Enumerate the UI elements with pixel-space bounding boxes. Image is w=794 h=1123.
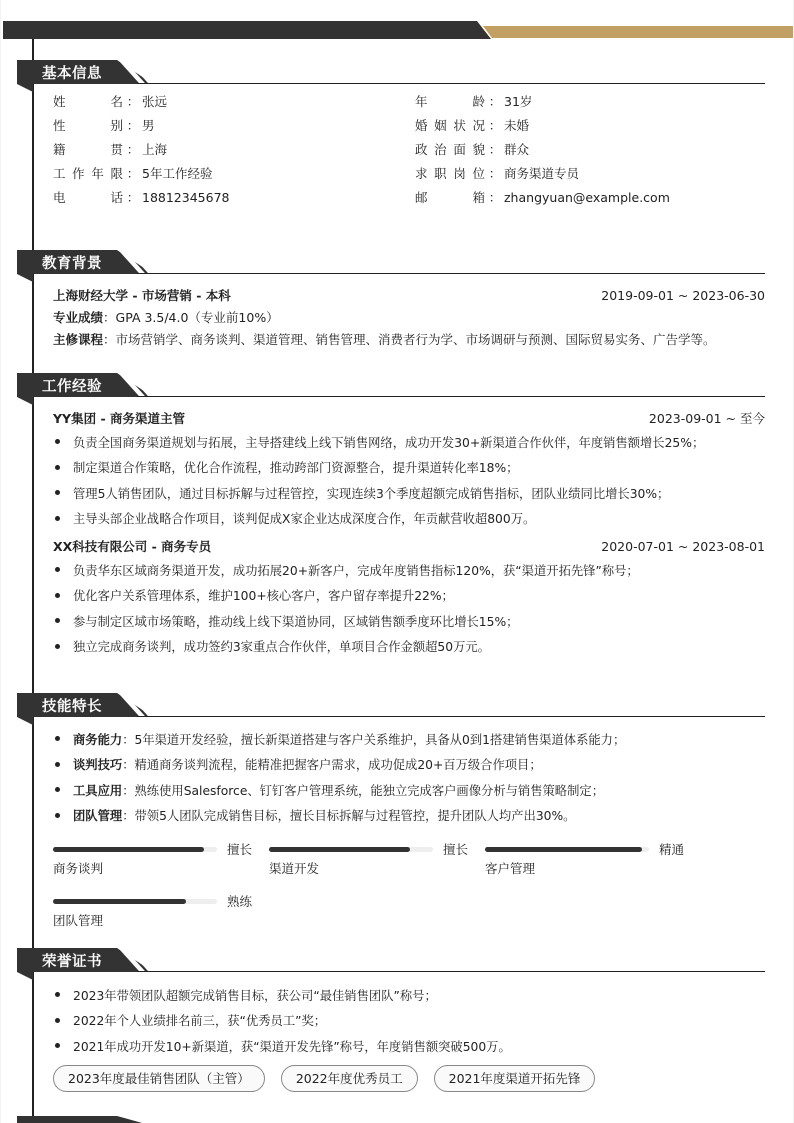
- skill-bar: [485, 840, 701, 884]
- honor-badge: 2022年度优秀员工: [281, 1065, 418, 1092]
- skill-bars: [53, 840, 765, 936]
- skill-fill: [53, 847, 204, 852]
- info-row: [415, 139, 765, 159]
- fold-decoration: [17, 717, 33, 725]
- top-banner-gold: [483, 26, 793, 38]
- info-row: [53, 139, 415, 159]
- label-char: 姻: [434, 118, 447, 133]
- label-char: 别: [110, 118, 123, 133]
- info-label: [53, 116, 123, 134]
- section-honors: [17, 948, 765, 1092]
- skill-text: ：熟练使用Salesforce、钉钉客户管理系统，能独立完成客户画像分析与销售策略制定；: [122, 783, 604, 798]
- job-title: XX科技有限公司 - 商务专员: [53, 539, 212, 554]
- skill-bar: [269, 840, 485, 884]
- info-value: 张远: [142, 94, 168, 109]
- honor-item: 2023年带领团队超额完成销售目标，获公司“最佳销售团队”称号；: [53, 982, 765, 1008]
- bullet-item: 主导头部企业战略合作项目，谈判促成X家企业达成深度合作，年贡献营收超800万。: [53, 506, 765, 532]
- label-char: 话: [110, 190, 123, 205]
- skill-label: 谈判技巧: [73, 758, 123, 773]
- skill-fill: [269, 847, 410, 852]
- colon: ：: [126, 118, 140, 133]
- section-rule: [137, 716, 765, 717]
- skill-level: 擅长: [443, 842, 469, 857]
- school-major-degree: 上海财经大学 - 市场营销 - 本科: [53, 288, 231, 303]
- bullet-item: 制定渠道合作策略，优化合作流程，推动跨部门资源整合，提升渠道转化率18%；: [53, 455, 765, 481]
- info-value: 18812345678: [142, 189, 230, 205]
- label-char: 贯: [110, 142, 123, 157]
- label-char: 箱: [472, 190, 485, 205]
- skill-item: [53, 803, 765, 829]
- colon: ：: [126, 166, 140, 181]
- next-section-tab: [17, 1116, 153, 1123]
- info-label: [53, 164, 123, 182]
- info-value: 上海: [142, 142, 168, 157]
- bullet-item: 负责全国商务渠道规划与拓展，主导搭建线上线下销售网络，成功开发30+新渠道合作伙伴，年度销售额增长25%；: [53, 429, 765, 455]
- bullet-item: 独立完成商务谈判，成功签约3家重点合作伙伴，单项目合作金额超50万元。: [53, 634, 765, 660]
- job-bullets: [53, 429, 765, 531]
- label-char: 职: [434, 166, 447, 181]
- label-char: 政: [415, 142, 428, 157]
- label-char: 求: [415, 166, 428, 181]
- courses-line: [53, 328, 765, 350]
- fold-decoration: [17, 84, 33, 92]
- skill-label: 商务能力: [73, 732, 123, 747]
- section-title: 基本信息: [42, 66, 102, 82]
- gpa-value: ：GPA 3.5/4.0（专业前10%）: [103, 310, 279, 325]
- section-work-experience: [17, 373, 765, 659]
- job-dates: 2023-09-01 ~ 至今: [648, 411, 765, 426]
- top-banner-dark: [3, 21, 491, 39]
- honor-item: 2022年个人业绩排名前三，获“优秀员工”奖；: [53, 1008, 765, 1034]
- colon: ：: [488, 94, 502, 109]
- skill-bar: [53, 840, 269, 884]
- skill-level: 擅长: [227, 842, 253, 857]
- basic-info-grid: [53, 91, 765, 207]
- label-char: 婚: [415, 118, 428, 133]
- honor-badges: [53, 1065, 765, 1092]
- info-label: [53, 188, 123, 206]
- label-char: 面: [453, 142, 466, 157]
- gpa-label: 专业成绩: [53, 310, 104, 325]
- section-education: [17, 250, 765, 350]
- label-char: 年: [91, 166, 104, 181]
- section-title: 荣誉证书: [42, 954, 102, 970]
- fold-decoration: [17, 972, 33, 980]
- skill-track: [53, 899, 217, 904]
- label-char: 状: [453, 118, 466, 133]
- job-header: [53, 535, 765, 557]
- skill-name: 客户管理: [485, 861, 536, 876]
- colon: ：: [126, 94, 140, 109]
- bullet-item: 管理5人销售团队，通过目标拆解与过程管控，实现连续3个季度超额完成销售指标，团队业绩同比增长30%；: [53, 480, 765, 506]
- section-header: [17, 373, 765, 407]
- info-label: [415, 116, 485, 134]
- colon: ：: [488, 142, 502, 157]
- label-char: 电: [53, 190, 66, 205]
- info-row: [53, 163, 415, 183]
- info-value: 31岁: [504, 94, 533, 109]
- section-skills: [17, 693, 765, 936]
- section-rule: [137, 273, 765, 274]
- label-char: 龄: [472, 94, 485, 109]
- education-dates: 2019-09-01 ~ 2023-06-30: [601, 287, 765, 303]
- label-char: 工: [53, 166, 66, 181]
- colon: ：: [126, 190, 140, 205]
- label-char: 治: [434, 142, 447, 157]
- section-title: 工作经验: [42, 379, 102, 395]
- skill-track: [53, 847, 217, 852]
- section-header: [17, 948, 765, 982]
- section-rule: [137, 83, 765, 84]
- courses-value: ：市场营销学、商务谈判、渠道管理、销售管理、消费者行为学、市场调研与预测、国际贸易实务、广告学等。: [103, 332, 716, 347]
- section-title: 教育背景: [42, 256, 102, 272]
- info-row: [53, 115, 415, 135]
- colon: ：: [126, 142, 140, 157]
- skill-name: 商务谈判: [53, 861, 104, 876]
- section-header: [17, 60, 765, 94]
- honor-item: 2021年成功开发10+新渠道，获“渠道开发先锋”称号，年度销售额突破500万。: [53, 1033, 765, 1059]
- bullet-item: 参与制定区域市场策略，推动线上线下渠道协同，区域销售额季度环比增长15%；: [53, 608, 765, 634]
- info-row: [53, 91, 415, 111]
- label-char: 年: [415, 94, 428, 109]
- section-basic-info: [17, 60, 765, 207]
- section-header: [17, 250, 765, 284]
- skill-level: 精通: [659, 842, 685, 857]
- label-char: 姓: [53, 94, 66, 109]
- skill-name: 渠道开发: [269, 861, 320, 876]
- label-char: 限: [110, 166, 123, 181]
- skill-item: [53, 777, 765, 803]
- info-row: [415, 115, 765, 135]
- job-dates: 2020-07-01 ~ 2023-08-01: [601, 538, 765, 554]
- bullet-item: 优化客户关系管理体系，维护100+核心客户，客户留存率提升22%；: [53, 583, 765, 609]
- job-title: YY集团 - 商务渠道主管: [53, 411, 185, 426]
- skill-item: [53, 752, 765, 778]
- education-header: [53, 284, 765, 306]
- section-rule: [137, 396, 765, 397]
- courses-label: 主修课程: [53, 332, 104, 347]
- bullet-item: 负责华东区域商务渠道开发，成功拓展20+新客户，完成年度销售指标120%，获“渠道开拓先锋”称号；: [53, 557, 765, 583]
- job-entry: [53, 535, 765, 659]
- label-char: 邮: [415, 190, 428, 205]
- skill-name: 团队管理: [53, 913, 104, 928]
- info-label: [53, 140, 123, 158]
- label-char: 岗: [453, 166, 466, 181]
- honor-badge: 2023年度最佳销售团队（主管）: [53, 1065, 265, 1092]
- info-value: zhangyuan@example.com: [504, 189, 670, 205]
- info-label: [415, 188, 485, 206]
- section-rule: [137, 971, 765, 972]
- label-char: 性: [53, 118, 66, 133]
- info-row: [415, 91, 765, 111]
- skill-track: [269, 847, 433, 852]
- job-bullets: [53, 557, 765, 659]
- info-value: 男: [142, 118, 155, 133]
- label-char: 貌: [472, 142, 485, 157]
- label-char: 作: [72, 166, 85, 181]
- honor-badge: 2021年度渠道开拓先锋: [434, 1065, 596, 1092]
- section-header: [17, 693, 765, 727]
- fold-decoration: [17, 274, 33, 282]
- info-row: [415, 187, 765, 207]
- info-row: [415, 163, 765, 183]
- skill-label: 团队管理: [73, 809, 123, 824]
- top-banner: [3, 21, 793, 39]
- colon: ：: [488, 118, 502, 133]
- info-label: [415, 164, 485, 182]
- label-char: 籍: [53, 142, 66, 157]
- section-title: 技能特长: [42, 699, 102, 715]
- info-label: [415, 92, 485, 110]
- skill-level: 熟练: [227, 894, 253, 909]
- info-value: 5年工作经验: [142, 166, 213, 181]
- skill-fill: [485, 847, 642, 852]
- job-entry: [53, 407, 765, 531]
- colon: ：: [488, 166, 502, 181]
- job-header: [53, 407, 765, 429]
- skill-text: ：5年渠道开发经验，擅长新渠道搭建与客户关系维护，具备从0到1搭建销售渠道体系能力；: [122, 732, 626, 747]
- gpa-line: [53, 306, 765, 328]
- colon: ：: [488, 190, 502, 205]
- skill-text: ：带领5人团队完成销售目标，擅长目标拆解与过程管控，提升团队人均产出30%。: [122, 809, 576, 824]
- skill-bar: [53, 892, 269, 936]
- skill-text: ：精通商务谈判流程，能精准把握客户需求，成功促成20+百万级合作项目；: [122, 758, 542, 773]
- skill-item: [53, 726, 765, 752]
- skill-fill: [53, 899, 186, 904]
- honor-list: [53, 982, 765, 1059]
- label-char: 况: [472, 118, 485, 133]
- label-char: 位: [472, 166, 485, 181]
- skill-label: 工具应用: [73, 783, 123, 798]
- info-value: 未婚: [504, 118, 530, 133]
- info-label: [415, 140, 485, 158]
- label-char: 名: [110, 94, 123, 109]
- info-label: [53, 92, 123, 110]
- info-value: 群众: [504, 142, 530, 157]
- info-value: 商务渠道专员: [504, 166, 580, 181]
- fold-decoration: [17, 397, 33, 405]
- info-row: [53, 187, 415, 207]
- skill-list: [53, 726, 765, 828]
- resume-page: [1, 0, 793, 1123]
- skill-track: [485, 847, 649, 852]
